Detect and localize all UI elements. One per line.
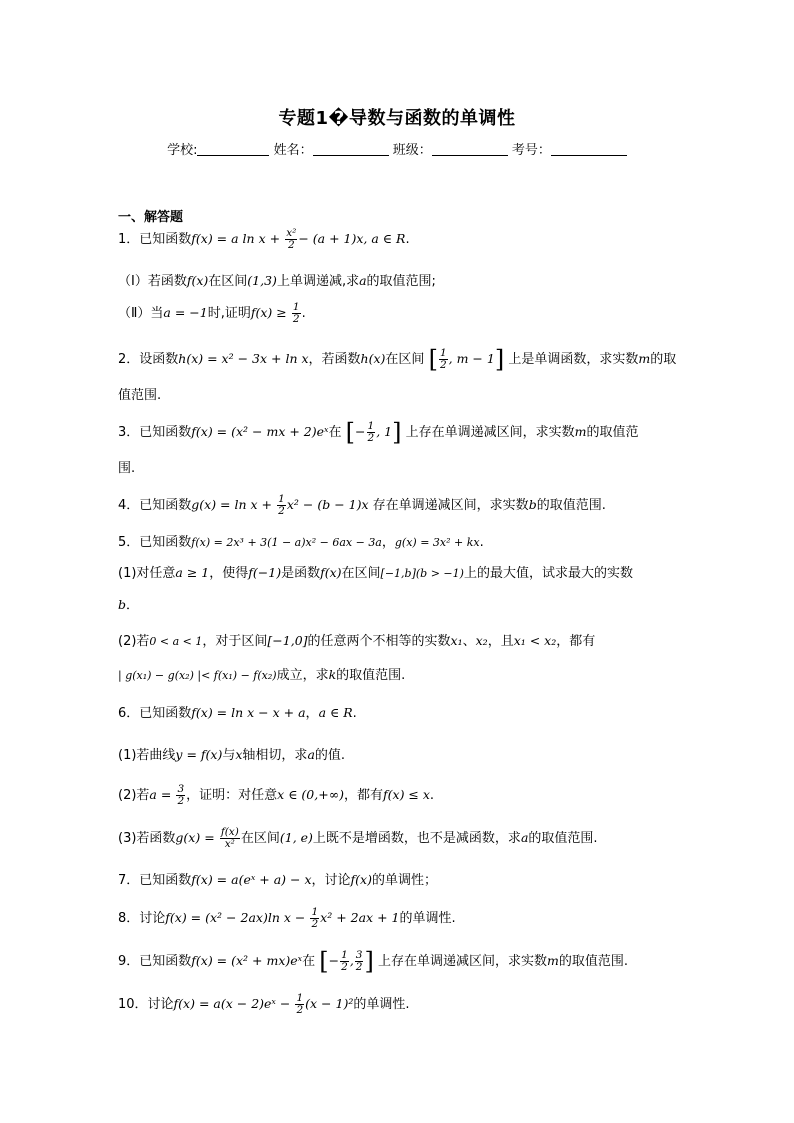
problem-text: 的取值范围. xyxy=(558,954,629,969)
fraction-denominator: 2 xyxy=(292,313,300,325)
problem-text: ，若函数 xyxy=(308,352,361,367)
math-expression: f(x) xyxy=(186,273,209,288)
problem-text: 8．讨论 xyxy=(118,911,166,926)
math-expression: x₁ < x₂ xyxy=(513,633,557,648)
problem-text: 6．已知函数 xyxy=(118,706,192,721)
math-expression: f(x) = (x² − 2ax)ln x − xyxy=(165,910,306,925)
problem-text: 的单调性. xyxy=(399,911,456,926)
problem-5-part-1-continued xyxy=(118,594,678,613)
fraction xyxy=(367,421,376,444)
fraction-numerator: 1 xyxy=(292,301,300,313)
fraction-numerator: 1 xyxy=(439,347,447,359)
math-expression: h(x) = x² − 3x + ln x xyxy=(178,351,309,366)
math-expression: (1,3) xyxy=(247,273,277,288)
math-variable: x₁ xyxy=(450,633,463,648)
math-expression: [−1,0] xyxy=(267,633,308,648)
problem-text: ，都有 xyxy=(556,634,596,649)
problem-text: . xyxy=(429,788,435,803)
right-bracket: ] xyxy=(364,947,374,976)
problem-text: . xyxy=(352,706,357,721)
problem-text: . xyxy=(405,232,410,247)
problem-text: 在区间 xyxy=(208,274,248,289)
problem-text: 上存在单调递减区间，求实数 xyxy=(405,425,575,440)
problem-text: 在 xyxy=(302,954,316,969)
fraction xyxy=(220,827,240,850)
math-expression: f(x) = a(x − 2)eˣ − xyxy=(173,996,291,1011)
school-blank[interactable] xyxy=(197,141,269,156)
problem-text: ． xyxy=(126,598,140,613)
right-bracket: ] xyxy=(494,345,505,374)
math-expression: a = −1 xyxy=(163,305,208,320)
problem-text: (1)对任意 xyxy=(118,566,176,581)
problem-10 xyxy=(118,993,678,1016)
math-expression: − xyxy=(355,424,366,439)
problem-text: 7．已知函数 xyxy=(118,873,192,888)
problem-text: 成立，求 xyxy=(276,668,329,683)
fraction-numerator: x² xyxy=(286,227,297,239)
fraction-denominator: 2 xyxy=(278,505,285,517)
problem-7 xyxy=(118,869,678,888)
math-expression: f(x) xyxy=(350,872,372,887)
math-expression: , xyxy=(349,953,354,968)
fraction-numerator: 1 xyxy=(311,906,319,918)
problem-text: 的单调性. xyxy=(353,997,410,1012)
page-title: 专题1�导数与函数的单调性 xyxy=(278,108,516,129)
math-expression: h(x) xyxy=(360,351,386,366)
math-expression: f(x) ≥ xyxy=(250,305,287,320)
math-variable: a xyxy=(307,747,315,762)
problem-1-part-1 xyxy=(118,270,678,289)
problem-text: 上的最大值，试求最大的实数 xyxy=(463,566,633,581)
fraction-denominator: 2 xyxy=(311,918,319,930)
math-expression: f(x) ≤ x xyxy=(383,787,430,802)
problem-text: 的取值范围; xyxy=(366,274,436,289)
math-expression: a = xyxy=(149,787,172,802)
problem-text: 的取值范围. xyxy=(336,668,406,683)
problem-text: ， xyxy=(381,535,395,550)
problem-6-part-1 xyxy=(118,744,678,763)
math-expression: − (a + 1)x, a ∈ R xyxy=(298,231,406,246)
problem-text: 的值. xyxy=(314,748,346,763)
math-expression: f(x) = ln x − x + a xyxy=(191,705,306,720)
left-bracket: [ xyxy=(428,345,438,374)
problem-6-part-3 xyxy=(118,827,678,850)
problem-text: ，且 xyxy=(487,634,514,649)
fraction xyxy=(340,950,349,973)
problem-5-part-2-continued xyxy=(118,664,678,683)
problem-8 xyxy=(118,907,678,930)
class-blank[interactable] xyxy=(432,141,508,156)
fraction-numerator: 1 xyxy=(341,949,348,961)
math-variable: x xyxy=(235,747,243,762)
problem-1 xyxy=(118,228,678,251)
problem-text: 上是单调函数，求实数 xyxy=(508,352,639,367)
fraction xyxy=(439,348,448,371)
fraction-numerator: 1 xyxy=(296,992,304,1004)
problem-text: (1)若曲线 xyxy=(118,748,176,763)
fraction-denominator: 2 xyxy=(341,961,348,973)
math-expression: f(x) = (x² + mx)eˣ xyxy=(191,953,303,968)
fraction xyxy=(292,302,301,325)
problem-text: ，都有 xyxy=(344,788,384,803)
problem-text: 的取值范围. xyxy=(536,498,606,513)
math-expression: x ∈ (0,+∞) xyxy=(277,787,344,802)
left-bracket: [ xyxy=(319,947,329,976)
problem-2 xyxy=(118,345,678,374)
math-expression: f(x) = a ln x + xyxy=(191,231,281,246)
problem-text: 在区间 xyxy=(240,831,280,846)
problem-text: 在 xyxy=(328,425,342,440)
math-expression: (x − 1)² xyxy=(305,996,354,1011)
math-expression: f(x) = 2x³ + 3(1 − a)x² − 6ax − 3a xyxy=(191,536,382,549)
problem-2-continued: 值范围. xyxy=(118,388,162,403)
problem-text: (2)若 xyxy=(118,788,150,803)
math-variable: b xyxy=(118,597,127,612)
problem-text: ，证明：对任意 xyxy=(186,788,278,803)
fraction xyxy=(277,494,286,517)
problem-text: ，讨论 xyxy=(311,873,351,888)
problem-text: 上既不是增函数，也不是减函数，求 xyxy=(312,831,521,846)
problem-text: 上单调递减,求 xyxy=(276,274,360,289)
math-variable: k xyxy=(328,667,337,682)
section-heading: 一、解答题 xyxy=(118,210,184,225)
problem-text: 存在单调递减区间，求实数 xyxy=(372,498,529,513)
problem-text: 上存在单调递减区间，求实数 xyxy=(378,954,548,969)
math-variable: a xyxy=(520,830,529,845)
math-expression: x² − (b − 1)x xyxy=(286,497,369,512)
fraction xyxy=(355,950,364,973)
problem-5-part-1 xyxy=(118,562,678,581)
math-expression: a ≥ 1 xyxy=(175,565,210,580)
problem-text: 、 xyxy=(462,634,476,649)
fraction xyxy=(295,993,304,1016)
problem-text: 的取值范 xyxy=(586,425,639,440)
problem-text: 9．已知函数 xyxy=(118,954,192,969)
problem-1-part-2 xyxy=(118,302,678,325)
fraction-numerator: 1 xyxy=(278,493,285,505)
problem-5 xyxy=(118,531,678,550)
problem-text: 10．讨论 xyxy=(118,997,174,1012)
math-expression: , 1 xyxy=(376,424,393,439)
problem-text: 与 xyxy=(222,748,236,763)
problem-text: 在区间 xyxy=(385,352,425,367)
math-expression: | g(x₁) − g(x₂) |< f(x₁) − f(x₂) xyxy=(118,669,277,682)
math-expression: f(x) xyxy=(320,565,342,580)
math-expression: g(x) = 3x² + kx xyxy=(394,536,480,549)
fraction-numerator: 1 xyxy=(367,420,375,432)
problem-text: 在区间 xyxy=(341,566,381,581)
problem-text: 的取值范围. xyxy=(528,831,598,846)
fraction-denominator: 2 xyxy=(296,1004,304,1016)
math-expression: g(x) = ln x + xyxy=(191,497,273,512)
math-variable: a xyxy=(359,273,367,288)
problem-text: 是函数 xyxy=(281,566,321,581)
math-variable: m xyxy=(574,424,587,439)
class-label: 班级： xyxy=(392,143,432,158)
math-expression: x² + 2ax + 1 xyxy=(320,910,400,925)
problem-text: 轴相切，求 xyxy=(242,748,308,763)
problem-text: 4．已知函数 xyxy=(118,498,192,513)
problem-text: . xyxy=(479,535,484,550)
problem-text: 的取 xyxy=(650,352,677,367)
problem-text: 的单调性； xyxy=(371,873,437,888)
math-expression: f(x) = (x² − mx + 2)eˣ xyxy=(191,424,329,439)
math-expression: f(−1) xyxy=(248,565,282,580)
problem-text: 时,证明 xyxy=(207,306,251,321)
right-bracket: ] xyxy=(392,418,402,447)
exam-number-label: 考号： xyxy=(511,143,551,158)
problem-text: 3．已知函数 xyxy=(118,425,192,440)
math-expression: − xyxy=(328,953,340,968)
name-blank[interactable] xyxy=(313,141,389,156)
fraction-numerator: 3 xyxy=(177,783,185,795)
problem-text: . xyxy=(301,306,306,321)
math-expression: g(x) = xyxy=(175,830,215,845)
problem-text: 1．已知函数 xyxy=(118,232,192,247)
problem-text: ，对于区间 xyxy=(202,634,268,649)
math-expression: f(x) = a(eˣ + a) − x xyxy=(191,872,312,887)
fraction-denominator: x² xyxy=(224,838,235,850)
math-variable: m xyxy=(547,953,559,968)
problem-6 xyxy=(118,702,678,721)
math-variable: b xyxy=(528,497,537,512)
problem-4 xyxy=(118,494,678,517)
math-expression: , m − 1 xyxy=(448,351,495,366)
problem-6-part-2 xyxy=(118,784,678,807)
fraction-denominator: 2 xyxy=(287,239,295,251)
problem-text: (2)若 xyxy=(118,634,150,649)
problem-text: （Ⅰ）若函数 xyxy=(118,274,187,289)
math-expression: y = f(x) xyxy=(175,747,223,762)
name-label: 姓名： xyxy=(273,143,313,158)
problem-text: 2．设函数 xyxy=(118,352,179,367)
fraction xyxy=(176,784,185,807)
problem-text: ， xyxy=(305,706,319,721)
math-expression: a ∈ R xyxy=(318,705,353,720)
problem-text: ，使得 xyxy=(209,566,249,581)
fraction-numerator: f(x) xyxy=(220,826,239,838)
fraction xyxy=(285,228,297,251)
math-expression: [−1,b](b > −1) xyxy=(380,567,464,580)
problem-5-part-2 xyxy=(118,630,678,649)
school-label: 学校: xyxy=(167,143,198,158)
exam-number-blank[interactable] xyxy=(551,141,627,156)
problem-text: （Ⅱ）当 xyxy=(118,306,164,321)
fraction-denominator: 2 xyxy=(177,795,185,807)
fraction xyxy=(310,907,319,930)
problem-9 xyxy=(118,947,678,976)
fraction-denominator: 2 xyxy=(355,961,363,973)
fraction-denominator: 2 xyxy=(439,359,447,371)
problem-3-continued: 围. xyxy=(118,461,136,476)
left-bracket: [ xyxy=(345,418,356,447)
student-info-line xyxy=(0,139,794,158)
fraction-numerator: 3 xyxy=(355,949,363,961)
math-expression: (1, e) xyxy=(279,830,313,845)
problem-3 xyxy=(118,418,678,447)
math-expression: 0 < a < 1 xyxy=(149,635,203,648)
problem-text: 5．已知函数 xyxy=(118,535,192,550)
problem-text: 的任意两个不相等的实数 xyxy=(307,634,451,649)
problem-text: (3)若函数 xyxy=(118,831,176,846)
fraction-denominator: 2 xyxy=(367,432,375,444)
math-variable: m xyxy=(638,351,651,366)
math-variable: x₂ xyxy=(475,633,488,648)
